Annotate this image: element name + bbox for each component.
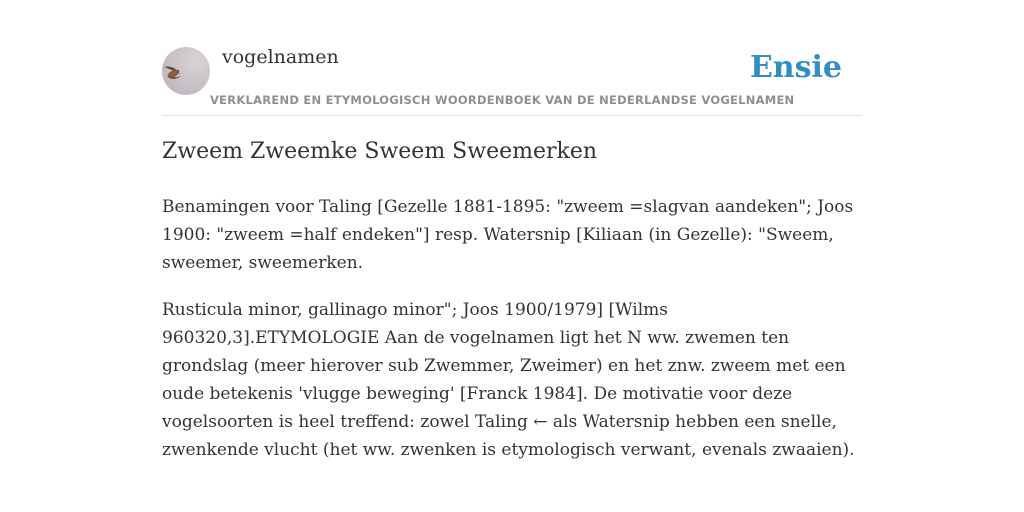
article-body <box>162 193 862 483</box>
article-paragraph: Rusticula minor, gallinago minor"; Joos 1900/1979] [Wilms 960320,3].ETYMOLOGIE Aan de vogelnamen ligt het N ww. zwemen ten grondslag (meer hierover sub Zwemmer, Zweimer) en het znw. zweem met een oude betekenis 'vlugge beweging' [Franck 1984]. De motivatie voor deze vogelsoorten is heel treffend: zowel Taling ← als Watersnip hebben een snelle, zwenkende vlucht (het ww. zwenken is etymologisch verwant, evenals zwaaien). <box>162 300 855 460</box>
page-title: Zweem Zweemke Sweem Sweemerken <box>162 139 598 164</box>
article-paragraph: Benamingen voor Taling [Gezelle 1881-1895: "zweem =slagvan aandeken"; Joos 1900: "zweem =half endeken"] resp. Watersnip [Kiliaan (in Gezelle): "Sweem, sweemer, sweemerken. <box>162 197 854 273</box>
site-header <box>162 46 862 116</box>
site-tagline: VERKLAREND EN ETYMOLOGISCH WOORDENBOEK VAN DE NEDERLANDSE VOGELNAMEN <box>210 93 795 107</box>
bird-icon <box>162 47 210 95</box>
brand-logo-link[interactable]: Ensie <box>749 50 842 85</box>
avatar[interactable] <box>162 47 210 95</box>
site-name-link[interactable]: vogelnamen <box>222 46 339 68</box>
